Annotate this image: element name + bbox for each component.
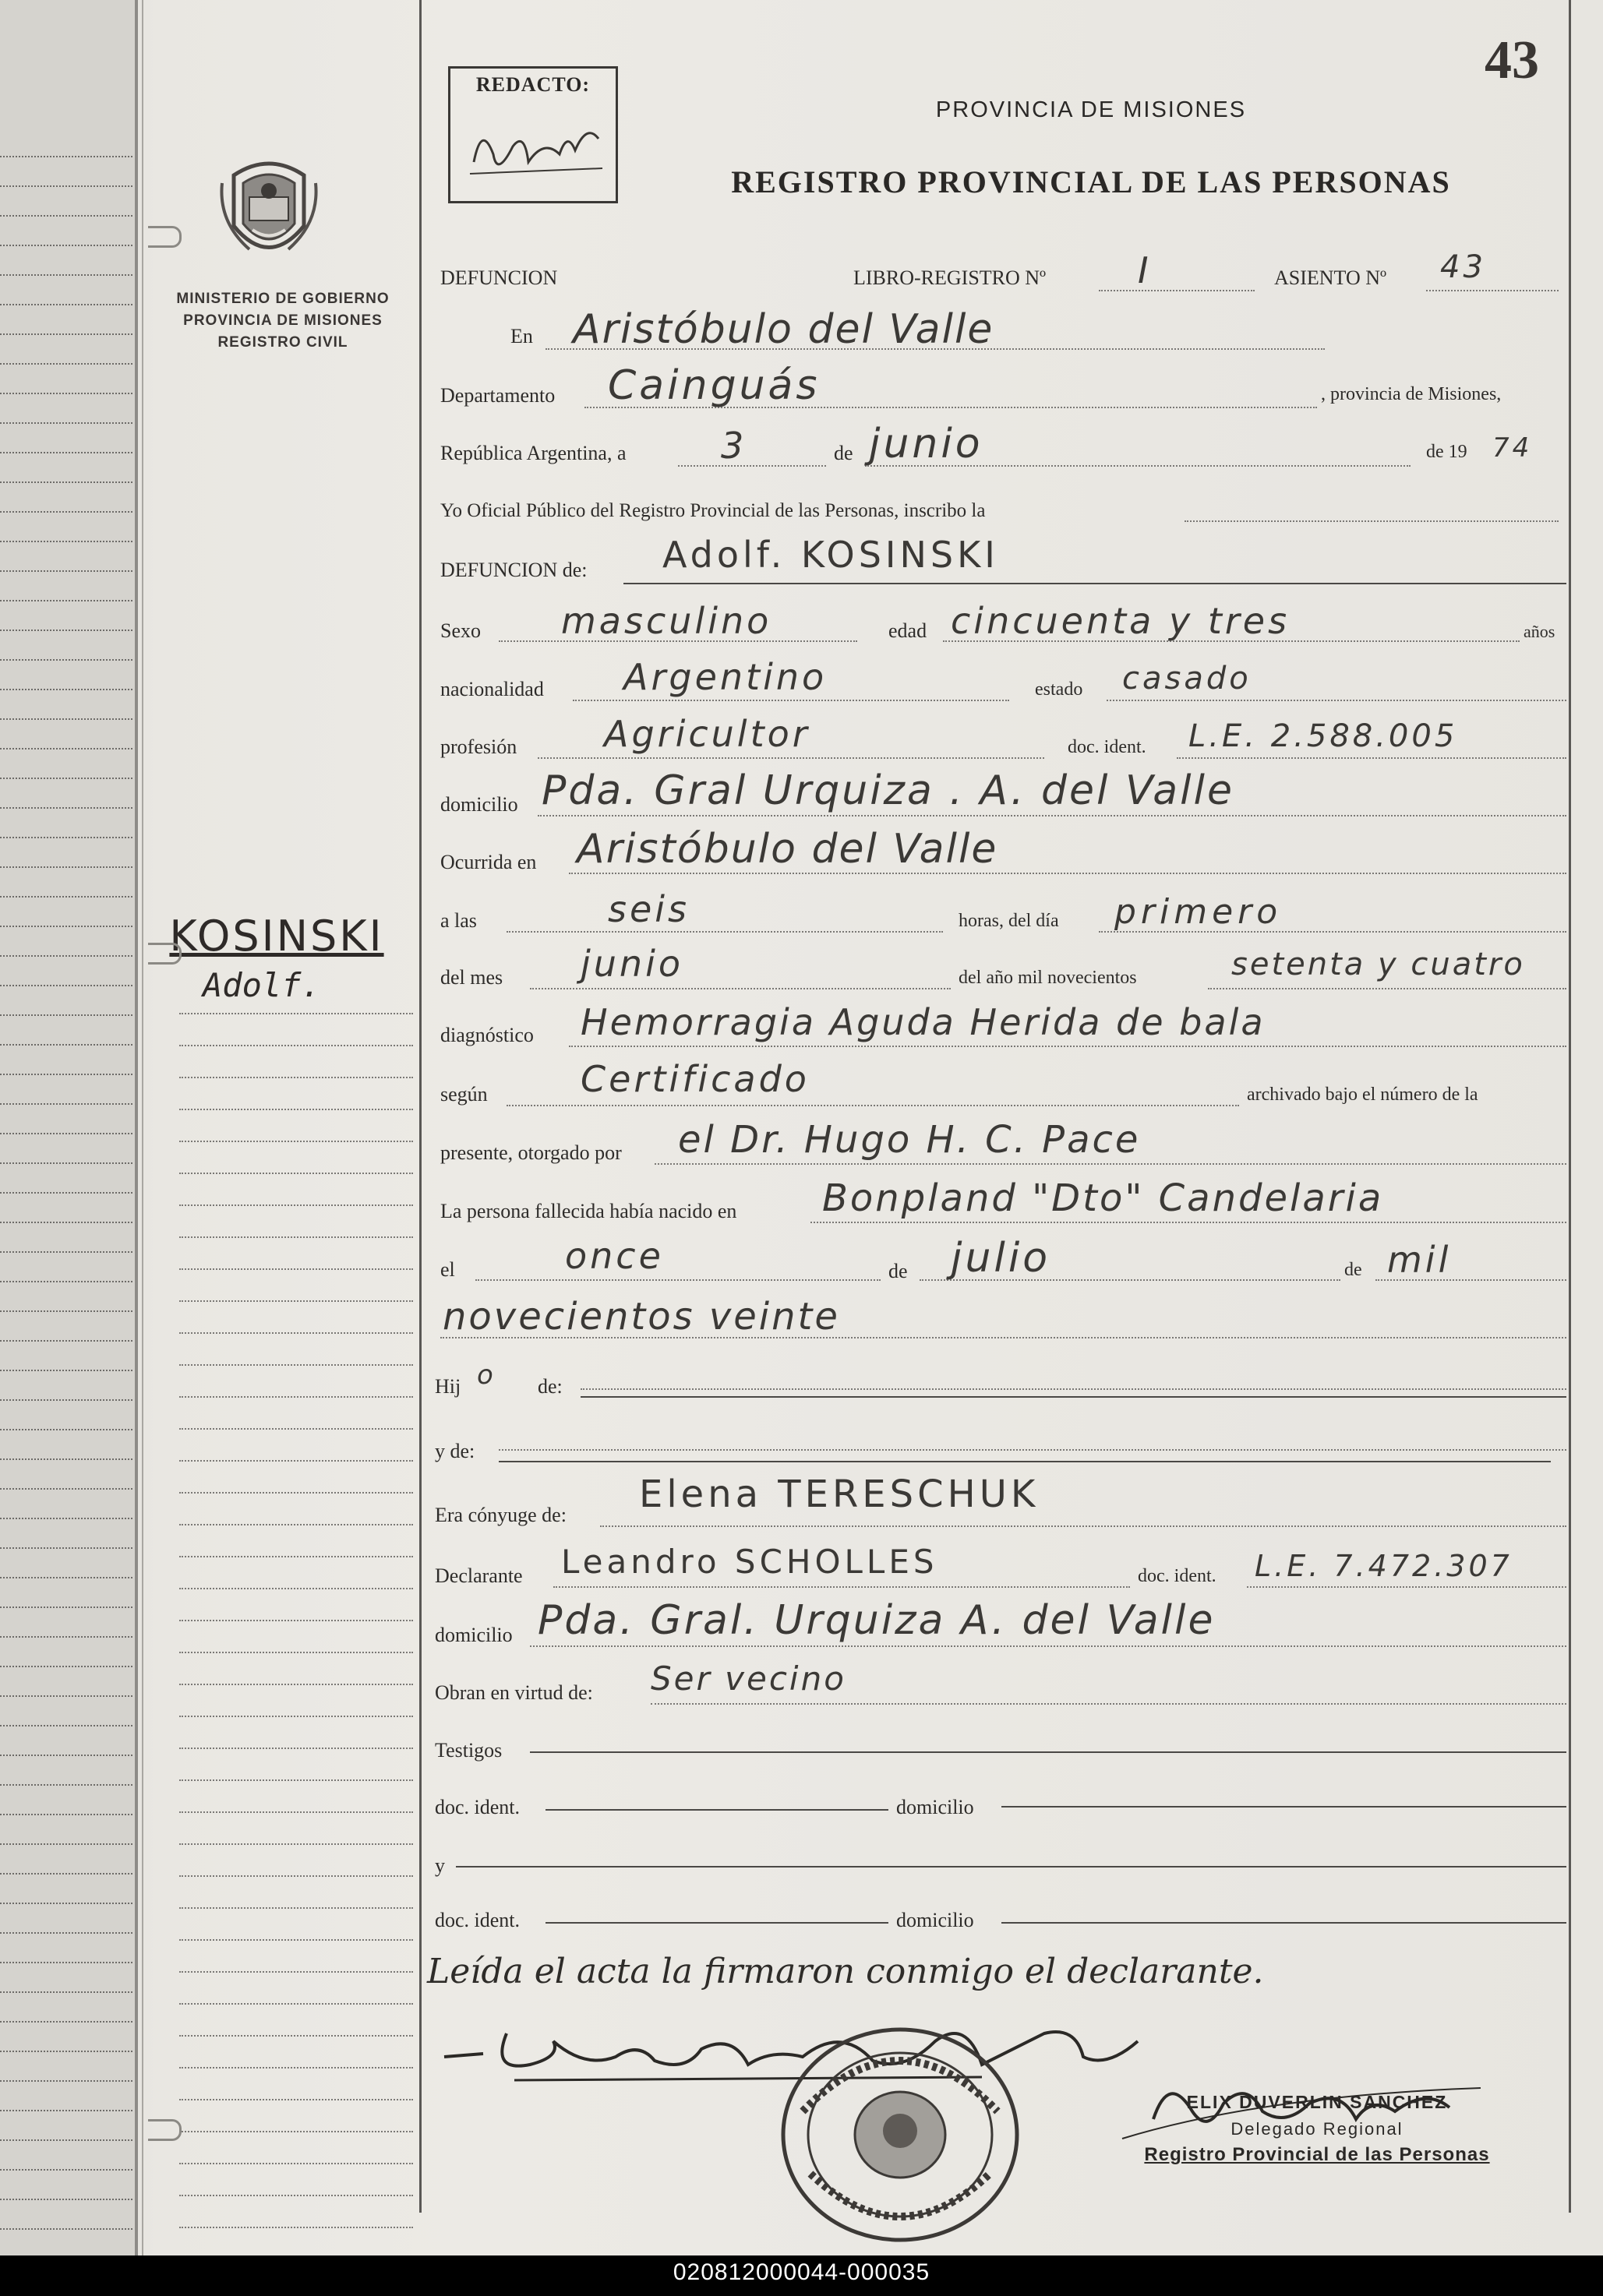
born-day-line	[475, 1279, 881, 1281]
department-label: Departamento	[440, 384, 556, 407]
doc-line	[1177, 757, 1566, 759]
ledger-rule	[0, 659, 132, 661]
day-word-value: primero	[1114, 892, 1283, 932]
margin-rule	[179, 1364, 413, 1366]
status-value: casado	[1122, 661, 1252, 697]
declarant-label: Declarante	[435, 1564, 523, 1587]
witness-doc-label-2: doc. ident.	[435, 1909, 521, 1931]
at-label: a las	[440, 909, 477, 932]
ledger-rule	[0, 1873, 132, 1875]
ledger-rule	[0, 1606, 132, 1608]
acting-line	[651, 1703, 1566, 1705]
ledger-rule	[0, 2228, 132, 2230]
ledger-rule	[0, 245, 132, 246]
hour-line	[507, 931, 943, 933]
binding-line	[135, 0, 138, 2255]
acting-value: Ser vecino	[651, 1659, 846, 1698]
margin-rule	[179, 2067, 413, 2069]
margin-rule	[179, 1492, 413, 1494]
ledger-rule	[0, 2051, 132, 2052]
margin-rule	[179, 1652, 413, 1653]
ledger-rule	[0, 896, 132, 898]
ledger-strip	[0, 0, 136, 2255]
ledger-rule	[0, 1577, 132, 1578]
hour-value: seis	[608, 888, 690, 930]
ledger-rule	[0, 1014, 132, 1016]
doc-value: L.E. 2.588.005	[1188, 718, 1458, 754]
province-heading: PROVINCIA DE MISIONES	[935, 97, 1247, 122]
and-of-line-2	[499, 1461, 1551, 1462]
officer-name: ELIX DUVERLIN SANCHEZ	[1186, 2092, 1448, 2112]
witnesses-label: Testigos	[435, 1739, 503, 1762]
margin-rule	[179, 1109, 413, 1110]
day-value: 3	[721, 425, 747, 467]
born-line	[810, 1222, 1566, 1223]
ledger-rule	[0, 1103, 132, 1105]
ledger-rule	[0, 2021, 132, 2023]
officer-office: Registro Provincial de las Personas	[1144, 2144, 1490, 2165]
ledger-rule	[0, 1725, 132, 1726]
ledger-rule	[0, 1695, 132, 1697]
born-month-value: julio	[951, 1235, 1051, 1282]
year-value: 74	[1492, 432, 1533, 464]
presented-value: el Dr. Hugo H. C. Pace	[678, 1118, 1141, 1162]
domicile-label: domicilio	[440, 793, 518, 816]
record-type-label: DEFUNCION	[440, 266, 558, 289]
witness-doc-line	[546, 1809, 888, 1811]
born-label: La persona fallecida había nacido en	[440, 1200, 737, 1222]
entry-label: ASIENTO Nº	[1274, 266, 1387, 289]
profession-label: profesión	[440, 735, 517, 758]
margin-rule	[179, 1907, 413, 1909]
ledger-rule	[0, 926, 132, 927]
margin-rule	[179, 1811, 413, 1813]
diagnosis-label: diagnóstico	[440, 1024, 534, 1046]
ledger-rule	[0, 1784, 132, 1786]
margin-rule	[179, 2099, 413, 2100]
domicile-value: Pda. Gral Urquiza . A. del Valle	[542, 767, 1234, 814]
ledger-rule	[0, 1843, 132, 1845]
ledger-rule	[0, 1370, 132, 1371]
book-value: I	[1138, 249, 1152, 291]
ledger-rule	[0, 1340, 132, 1342]
ledger-rule	[0, 955, 132, 957]
occurred-line	[569, 873, 1566, 874]
province-suffix: , provincia de Misiones,	[1321, 384, 1502, 404]
according-line	[507, 1105, 1239, 1106]
spouse-line	[600, 1525, 1566, 1527]
declarant-doc-line	[1247, 1586, 1566, 1588]
ledger-rule	[0, 1310, 132, 1312]
presented-label: presente, otorgado por	[440, 1141, 622, 1164]
month-value: junio	[869, 421, 983, 467]
witness-domicile-label-2: domicilio	[896, 1909, 974, 1931]
ledger-rule	[0, 1814, 132, 1815]
ledger-rule	[0, 1044, 132, 1046]
margin-rule	[179, 1045, 413, 1046]
form-right-border	[1569, 0, 1571, 2213]
margin-rule	[179, 1173, 413, 1174]
witness-domicile-line	[1001, 1806, 1566, 1808]
margin-rule	[179, 1300, 413, 1302]
margin-rule	[179, 1748, 413, 1749]
margin-rule	[179, 1236, 413, 1238]
margin-rule	[179, 1588, 413, 1589]
margin-rule	[179, 1141, 413, 1142]
closing-statement: Leída el acta la firmaron conmigo el declarante.	[427, 1952, 1264, 1991]
officer-role: Delegado Regional	[1230, 2119, 1404, 2139]
department-value: Cainguás	[608, 362, 821, 409]
ledger-rule	[0, 1222, 132, 1223]
margin-rule	[179, 1332, 413, 1334]
month-label: del mes	[440, 966, 503, 989]
margin-surname: KOSINSKI	[169, 912, 384, 961]
ledger-rule	[0, 600, 132, 601]
ledger-rule	[0, 689, 132, 690]
ledger-rule	[0, 1251, 132, 1253]
margin-rule	[179, 1428, 413, 1430]
declarant-domicile-label: domicilio	[435, 1624, 513, 1646]
born-value: Bonpland "Dto" Candelaria	[822, 1176, 1384, 1220]
ledger-rule	[0, 304, 132, 305]
ledger-rule	[0, 215, 132, 217]
margin-rule	[179, 2035, 413, 2037]
ledger-rule	[0, 2169, 132, 2171]
nationality-line	[573, 700, 1009, 701]
occurred-value: Aristóbulo del Valle	[577, 826, 998, 873]
witness-domicile-label: domicilio	[896, 1796, 974, 1818]
ministry-line-3: REGISTRO CIVIL	[217, 334, 348, 351]
margin-rule	[179, 1556, 413, 1557]
and-of-label: y de:	[435, 1440, 475, 1462]
ledger-rule	[0, 481, 132, 483]
spouse-value: Elena TERESCHUK	[639, 1472, 1040, 1516]
margin-rule	[179, 2131, 413, 2132]
child-suffix: o	[477, 1360, 496, 1391]
child-label: Hij	[435, 1375, 461, 1398]
child-of-line-2	[581, 1396, 1566, 1398]
nationality-label: nacionalidad	[440, 678, 544, 700]
death-of-value: Adolf. KOSINSKI	[662, 534, 999, 576]
ledger-rule	[0, 1755, 132, 1756]
ledger-rule	[0, 866, 132, 868]
witness-doc-line-2	[546, 1922, 888, 1924]
ledger-rule	[0, 1162, 132, 1164]
declarant-doc-label: doc. ident.	[1138, 1566, 1216, 1586]
born-year-rest: novecientos veinte	[443, 1295, 840, 1338]
de-label: de	[834, 442, 853, 464]
margin-rule	[179, 2227, 413, 2228]
ledger-rule	[0, 541, 132, 542]
hours-label: horas, del día	[959, 911, 1059, 931]
ledger-rule	[0, 511, 132, 513]
book-label: LIBRO-REGISTRO Nº	[853, 266, 1047, 289]
year-text-label: del año mil novecientos	[959, 968, 1137, 988]
republic-label: República Argentina, a	[440, 442, 627, 464]
entry-value: 43	[1440, 249, 1486, 285]
years-label: años	[1524, 622, 1555, 641]
en-label: En	[510, 325, 533, 347]
ledger-rule	[0, 837, 132, 838]
spouse-label: Era cónyuge de:	[435, 1504, 567, 1526]
ledger-rule	[0, 1666, 132, 1667]
margin-rule	[179, 1524, 413, 1525]
binding-staple	[148, 943, 182, 965]
ministry-line-2: PROVINCIA DE MISIONES	[183, 312, 383, 329]
ledger-rule	[0, 1399, 132, 1401]
entry-line	[1426, 290, 1559, 291]
ledger-rule	[0, 422, 132, 424]
ledger-rule	[0, 363, 132, 365]
statement-line	[1185, 520, 1559, 522]
year-prefix: de 19	[1426, 442, 1467, 462]
ledger-rule	[0, 1429, 132, 1430]
ledger-rule	[0, 1192, 132, 1194]
de-label-2: de	[888, 1260, 908, 1282]
month-word-value: junio	[581, 943, 684, 985]
according-label: según	[440, 1083, 488, 1106]
sex-value: masculino	[561, 600, 772, 642]
el-label: el	[440, 1258, 455, 1281]
ledger-rule	[0, 274, 132, 276]
profession-value: Agricultor	[604, 713, 810, 755]
ledger-rule	[0, 1133, 132, 1134]
margin-rule	[179, 1684, 413, 1685]
ledger-rule	[0, 570, 132, 572]
born-mil-value: mil	[1387, 1239, 1452, 1281]
ledger-rule	[0, 718, 132, 720]
according-value: Certificado	[581, 1058, 810, 1100]
redacto-box	[448, 66, 618, 203]
margin-rule	[179, 2195, 413, 2196]
witnesses-line	[530, 1751, 1566, 1753]
acting-label: Obran en virtud de:	[435, 1681, 593, 1704]
binding-staple	[148, 226, 182, 248]
margin-rule	[179, 1971, 413, 1973]
margin-rule	[179, 1013, 413, 1014]
form-left-border	[419, 0, 422, 2213]
ledger-rule	[0, 1636, 132, 1638]
ledger-rule	[0, 1903, 132, 1904]
registry-heading: REGISTRO PROVINCIAL DE LAS PERSONAS	[731, 164, 1451, 199]
ledger-rule	[0, 748, 132, 749]
witness-doc-label: doc. ident.	[435, 1796, 521, 1818]
ledger-rule	[0, 2199, 132, 2200]
death-of-line	[623, 583, 1566, 584]
year-word-value: setenta y cuatro	[1231, 947, 1525, 982]
en-value: Aristóbulo del Valle	[573, 306, 994, 353]
child-of-label: de:	[538, 1375, 563, 1398]
margin-rule	[179, 1268, 413, 1270]
witness-and-label: y	[435, 1854, 445, 1877]
child-of-line-1	[581, 1388, 1566, 1390]
de-label-3: de	[1344, 1260, 1362, 1280]
death-of-label: DEFUNCION de:	[440, 559, 588, 581]
margin-rule	[179, 1716, 413, 1717]
declarant-domicile-value: Pda. Gral. Urquiza A. del Valle	[538, 1597, 1216, 1644]
ledger-rule	[0, 1488, 132, 1490]
book-line	[1099, 290, 1255, 291]
margin-rule	[179, 2163, 413, 2164]
declarant-domicile-line	[530, 1645, 1566, 1647]
sex-label: Sexo	[440, 619, 481, 642]
filed-label: archivado bajo el número de la	[1247, 1085, 1478, 1105]
domicile-line	[538, 815, 1566, 816]
margin-rule	[179, 1843, 413, 1845]
margin-rule	[179, 1939, 413, 1941]
page-number: 43	[1485, 30, 1539, 90]
ledger-rule	[0, 630, 132, 631]
nationality-value: Argentino	[623, 656, 828, 698]
ledger-rule	[0, 393, 132, 394]
ledger-rule	[0, 2080, 132, 2082]
statement-text: Yo Oficial Público del Registro Provincial de las Personas, inscribo la	[440, 500, 986, 521]
age-label: edad	[888, 619, 927, 642]
footer-id: 020812000044-000035	[673, 2259, 930, 2285]
witness-domicile-line-2	[1001, 1922, 1566, 1924]
witness-and-line	[456, 1866, 1566, 1867]
ledger-rule	[0, 1547, 132, 1549]
margin-rule	[179, 1077, 413, 1078]
born-day-value: once	[565, 1235, 664, 1277]
year-word-line	[1208, 988, 1566, 989]
margin-rule	[179, 1779, 413, 1781]
margin-given-name: Adolf.	[203, 966, 321, 1004]
ledger-rule	[0, 1991, 132, 1993]
margin-column	[179, 0, 421, 2255]
ledger-rule	[0, 807, 132, 809]
ledger-rule	[0, 2139, 132, 2141]
status-label: estado	[1035, 679, 1083, 700]
ledger-rule	[0, 333, 132, 335]
ledger-rule	[0, 452, 132, 453]
margin-rule	[179, 2003, 413, 2005]
margin-rule	[179, 1875, 413, 1877]
ledger-rule	[0, 778, 132, 779]
ledger-rule	[0, 1074, 132, 1075]
age-value: cincuenta y tres	[951, 600, 1291, 642]
ledger-rule	[0, 1932, 132, 1934]
diagnosis-line	[569, 1046, 1566, 1047]
ledger-rule	[0, 1518, 132, 1519]
ledger-rule	[0, 1458, 132, 1460]
presented-line	[655, 1163, 1566, 1165]
ledger-rule	[0, 1962, 132, 1963]
month-word-line	[530, 988, 951, 989]
margin-rule	[179, 1204, 413, 1206]
margin-rule	[179, 1396, 413, 1398]
ministry-line-1: MINISTERIO DE GOBIERNO	[176, 291, 390, 307]
occurred-label: Ocurrida en	[440, 851, 537, 873]
binding-staple	[148, 2119, 182, 2141]
diagnosis-value: Hemorragia Aguda Herida de bala	[581, 1001, 1266, 1043]
margin-rule	[179, 1460, 413, 1462]
ledger-rule	[0, 2110, 132, 2111]
ledger-rule	[0, 1281, 132, 1282]
ledger-rule	[0, 156, 132, 157]
declarant-value: Leandro SCHOLLES	[561, 1543, 938, 1581]
and-of-line-1	[499, 1449, 1566, 1451]
declarant-doc-value: L.E. 7.472.307	[1255, 1549, 1513, 1583]
doc-label: doc. ident.	[1068, 737, 1146, 757]
official-seal	[771, 2018, 1029, 2252]
ledger-rule	[0, 185, 132, 187]
declarant-line	[553, 1586, 1130, 1588]
profession-line	[538, 757, 1044, 759]
day-line	[678, 465, 826, 467]
redacto-signature	[450, 108, 616, 193]
margin-rule	[179, 1620, 413, 1621]
status-line	[1107, 700, 1566, 701]
redacto-label: REDACTO:	[475, 73, 591, 96]
ledger-rule	[0, 985, 132, 986]
